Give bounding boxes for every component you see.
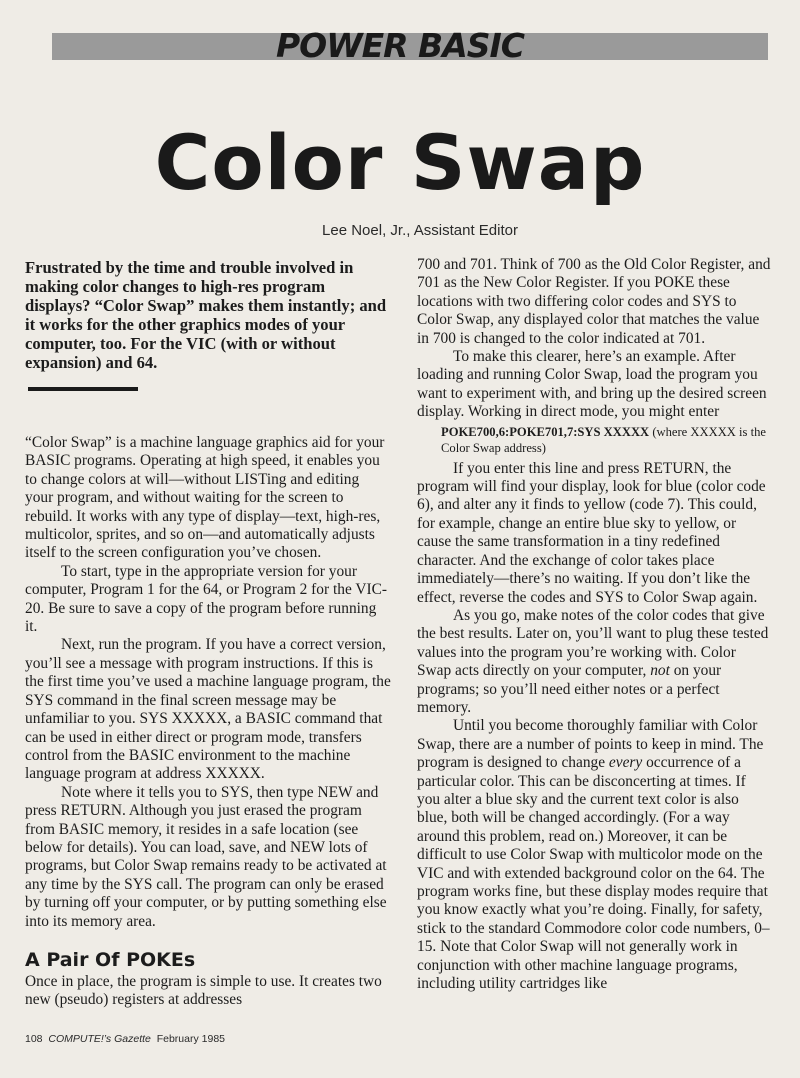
right-column <box>417 256 771 993</box>
emphasis: not <box>650 662 670 680</box>
code-example <box>441 424 771 456</box>
left-column <box>25 256 391 1010</box>
body-paragraph: If you enter this line and press RETURN, the program will find your display, look for blue (color code 6), and alter any it finds to yellow (code 7). This could, for example, change an entire blue sky to yellow, or cause the same transformation in a tiny redefined character. And the exchange of color takes place immediately—there’s no waiting. If you don’t like the effect, reverse the codes and SYS to Color Swap again. <box>417 459 766 606</box>
body-paragraph: Next, run the program. If you have a correct version, you’ll see a message with program instructions. If this is the first time you’ve used a machine language program, the SYS command in the final screen message may be unfamiliar to you. SYS XXXXX, a BASIC command that can be used in either direct or program mode, transfers control from the BASIC environment to the machine language program at address XXXXX. <box>25 636 391 783</box>
body-paragraph: Note where it tells you to SYS, then type NEW and press RETURN. Although you just erased the program from BASIC memory, it resides in a safe location (see below for details). You can load, save, and NEW lots of programs, but Color Swap remains ready to be activated at any time by the SYS call. The program can only be erased by turning off your computer, or by putting something else into its memory area. <box>25 783 387 930</box>
body-paragraph: Until you become thoroughly familiar with Color Swap, there are a number of points to keep in mind. The program is designed to change every occurrence of a particular color. This can be disconcerting at times. If you alter a blue sky and the current text color is also blue, both will be changed accordingly. (For a way around this problem, read on.) Moreover, it can be difficult to use Color Swap with multicolor mode on the VIC and with extended background color on the 64. The program works fine, but these display modes require that you know exactly what you’re doing. Finally, for safety, stick to the standard Commodore color code numbers, 0–15. Note that Color Swap will not generally work in conjunction with other machine language programs, including utility cartridges like <box>417 717 770 993</box>
intro-rule <box>28 387 138 391</box>
byline: Lee Noel, Jr., Assistant Editor <box>322 222 518 239</box>
section-banner-title: POWER BASIC <box>275 26 525 65</box>
emphasis: every <box>608 754 643 772</box>
page-footer <box>25 1033 225 1045</box>
body-paragraph: 700 and 701. Think of 700 as the Old Color Register, and 701 as the New Color Register. If you POKE these locations with two differing color codes and SYS to Color Swap, any displayed color that matches the value in 700 is changed to the color indicated at 701. <box>417 256 771 347</box>
body-paragraph: “Color Swap” is a machine language graphics aid for your BASIC programs. Operating at high speed, it enables you to change colors at will—without LISTing and editing your program, and without waiting for the screen to rebuild. It works with any type of display—text, high-res, multicolor, sprites, and so on—and automatically adjusts itself to the screen configuration you’ve chosen. <box>25 434 385 562</box>
body-paragraph: As you go, make notes of the color codes that give the best results. Later on, you’ll want to plug these tested values into the program you’re working with. Color Swap acts directly on your computer, not on your programs; so you’ll need either notes or a perfect memory. <box>417 606 769 716</box>
page-number: 108 <box>25 1033 43 1045</box>
subheading: A Pair Of POKEs <box>25 948 196 971</box>
body-paragraph: Once in place, the program is simple to use. It creates two new (pseudo) registers at addresses <box>25 972 382 1009</box>
publication-name: COMPUTE!’s Gazette <box>48 1033 151 1045</box>
code-line: POKE700,6:POKE701,7:SYS XXXXX <box>441 424 650 439</box>
issue-date: February 1985 <box>156 1033 226 1045</box>
code-note: (where XXXXX is the Color Swap address) <box>441 424 766 455</box>
body-paragraph: To start, type in the appropriate version for your computer, Program 1 for the 64, or Program 2 for the VIC-20. Be sure to save a copy of the program before running it. <box>25 562 387 636</box>
intro-deck: Frustrated by the time and trouble involved in making color changes to high-res program displays? “Color Swap” makes them instantly; and it works for the other graphics modes of your computer, too. For the VIC (with or without expansion) and 64. <box>25 258 387 372</box>
article-title: Color Swap <box>154 118 646 207</box>
body-paragraph: To make this clearer, here’s an example. After loading and running Color Swap, load the program you want to experiment with, and bring up the desired screen display. Working in direct mode, you might enter <box>417 348 767 421</box>
